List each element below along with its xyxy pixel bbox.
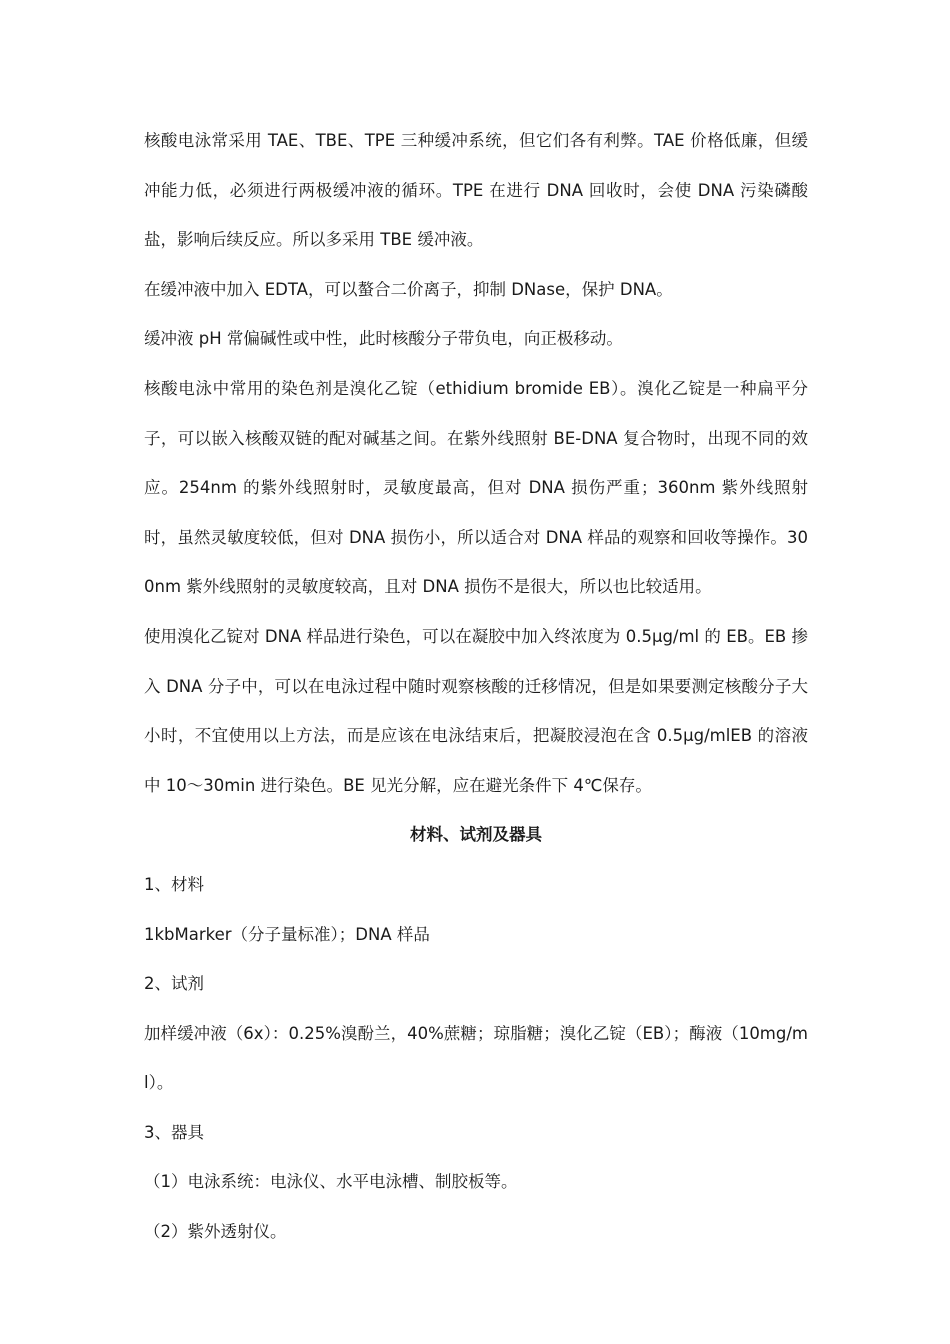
document-body bbox=[144, 116, 808, 1257]
list-item-equipment-title: 3、器具 bbox=[144, 1122, 204, 1142]
list-item-reagents: 加样缓冲液（6x）：0.25%溴酚兰，40%蔗糖；琼脂糖；溴化乙锭（EB）；酶液（10mg/ml）。 bbox=[144, 1023, 808, 1093]
list-item-materials-title: 1、材料 bbox=[144, 874, 204, 894]
paragraph-staining-method: 使用溴化乙锭对 DNA 样品进行染色，可以在凝胶中加入终浓度为 0.5μg/ml 的 EB。EB 掺入 DNA 分子中，可以在电泳过程中随时观察核酸的迁移情况，但是如果要测定核酸分子大小时，不宜使用以上方法，而是应该在电泳结束后，把凝胶浸泡在含 0.5μg/mlEB 的溶液中 10～30min 进行染色。BE 见光分解，应在避光条件下 4℃保存。 bbox=[144, 626, 808, 795]
paragraph-buffer-systems: 核酸电泳常采用 TAE、TBE、TPE 三种缓冲系统，但它们各有利弊。TAE 价格低廉，但缓冲能力低，必须进行两极缓冲液的循环。TPE 在进行 DNA 回收时，会使 DNA 污染磷酸盐，影响后续反应。所以多采用 TBE 缓冲液。 bbox=[144, 131, 808, 250]
paragraph-edta: 在缓冲液中加入 EDTA，可以螯合二价离子，抑制 DNase，保护 DNA。 bbox=[144, 279, 673, 299]
paragraph-ethidium-bromide: 核酸电泳中常用的染色剂是溴化乙锭（ethidium bromide EB）。溴化乙锭是一种扁平分子，可以嵌入核酸双链的配对碱基之间。在紫外线照射 BE-DNA 复合物时，出现不同的效应。254nm 的紫外线照射时，灵敏度最高，但对 DNA 损伤严重；360nm 紫外线照射时，虽然灵敏度较低，但对 DNA 损伤小，所以适合对 DNA 样品的观察和回收等操作。300nm 紫外线照射的灵敏度较高，且对 DNA 损伤不是很大，所以也比较适用。 bbox=[144, 378, 808, 597]
list-item-materials: 1kbMarker（分子量标准）；DNA 样品 bbox=[144, 924, 430, 944]
list-item-uv-transilluminator: （2）紫外透射仪。 bbox=[144, 1222, 287, 1242]
list-item-reagents-title: 2、试剂 bbox=[144, 974, 204, 994]
list-item-electrophoresis-system: （1）电泳系统：电泳仪、水平电泳槽、制胶板等。 bbox=[144, 1172, 518, 1192]
section-heading: 材料、试剂及器具 bbox=[410, 825, 542, 845]
paragraph-buffer-ph: 缓冲液 pH 常偏碱性或中性，此时核酸分子带负电，向正极移动。 bbox=[144, 329, 623, 349]
